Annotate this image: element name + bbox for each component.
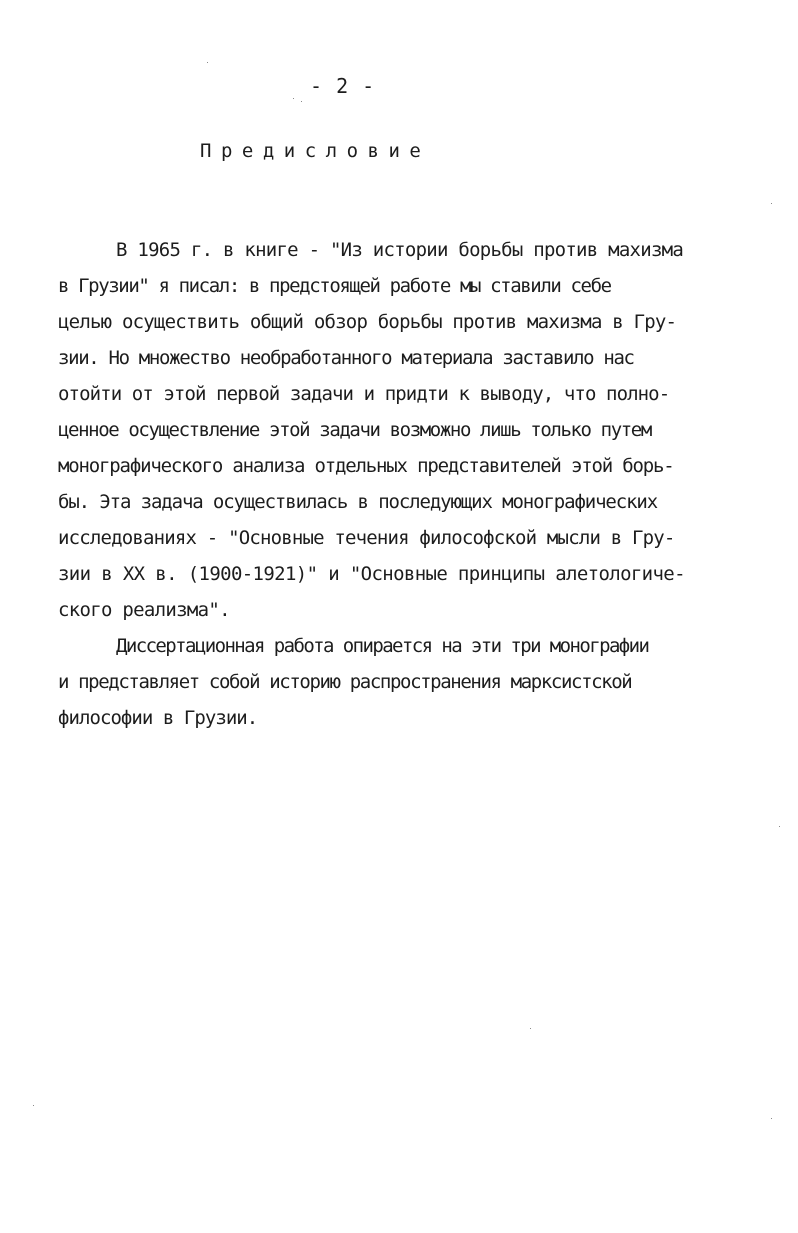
- text-line: В 1965 г. в книге - "Из истории борьбы против махизма: [116, 239, 684, 261]
- text-line: исследованиях - "Основные течения философской мысли в Гру-: [58, 527, 675, 549]
- text-line: ского реализма".: [58, 599, 230, 621]
- scan-speck: [779, 826, 780, 827]
- text-line: ценное осуществление этой задачи возможно лишь только путем: [58, 419, 651, 441]
- text-line: отойти от этой первой задачи и придти к выводу, что полно-: [58, 383, 670, 405]
- text-line: зии. Но множество необработанного материала заставило нас: [58, 347, 634, 369]
- text-line: целью осуществить общий обзор борьбы против махизма в Гру-: [58, 311, 677, 333]
- scan-speck: [530, 1028, 531, 1029]
- scan-speck: [207, 62, 208, 63]
- text-line: зии в XX в. (1900-1921)" и "Основные принципы алетологиче-: [58, 563, 685, 585]
- scan-speck: [33, 1105, 34, 1106]
- text-line: в Грузии" я писал: в предстоящей работе мы ставили себе: [58, 275, 611, 297]
- text-line: Диссертационная работа опирается на эти три монографии: [116, 635, 649, 657]
- text-line: монографического анализа отдельных представителей этой борь-: [58, 455, 674, 477]
- page-number: - 2 -: [310, 74, 376, 98]
- scan-speck: [301, 101, 302, 102]
- scan-speck: [771, 203, 772, 204]
- scan-speck: [293, 98, 294, 99]
- text-line: философии в Грузии.: [58, 707, 258, 729]
- text-line: и представляет собой историю распространения марксистской: [58, 671, 632, 693]
- scan-speck: [771, 1118, 772, 1119]
- text-line: бы. Эта задача осуществилась в последующих монографических: [58, 491, 658, 513]
- page-title: Предисловие: [200, 140, 431, 162]
